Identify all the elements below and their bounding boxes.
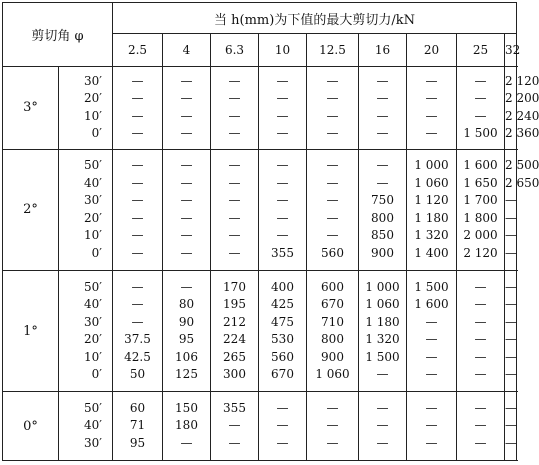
force-value: 195 [223,297,246,312]
force-value: — [228,73,241,88]
force-value: — [276,158,289,173]
force-value: — [180,126,193,141]
force-value: 475 [271,314,294,329]
force-value: — [474,314,487,329]
force-value: — [376,400,389,415]
angle-minute-label: 10′ [84,228,102,243]
force-value-cell [457,67,505,150]
force-value-cell [211,67,259,150]
force-value: — [326,73,339,88]
force-value: 560 [321,245,344,260]
force-value: — [228,435,241,450]
force-value: — [326,210,339,225]
force-value: — [276,108,289,123]
force-value: 1 320 [365,332,400,347]
force-value: — [505,332,517,347]
force-value-cell [211,271,259,392]
force-value: 1 600 [463,158,498,173]
force-value: — [376,91,389,106]
force-value: — [228,126,241,141]
angle-minute-label: 40′ [84,418,102,433]
force-value: — [376,73,389,88]
force-value: — [180,228,193,243]
force-value: 1 500 [414,279,449,294]
force-value: 2 650 [505,175,539,190]
angle-minutes-cell [59,271,113,392]
force-value-cell [407,67,457,150]
force-value: — [376,126,389,141]
force-value: — [425,73,438,88]
thickness-col-header: 2.5 [113,34,163,67]
force-value: — [425,400,438,415]
angle-minute-label: 10′ [84,349,102,364]
force-value-cell [505,149,539,270]
force-value: — [505,210,517,225]
force-value: 95 [178,332,195,347]
force-value: — [131,228,144,243]
force-value: 1 000 [414,158,449,173]
force-value: — [376,175,389,190]
force-value-cell [113,67,163,150]
force-value: 710 [321,314,344,329]
thickness-col-header: 4 [163,34,211,67]
force-value: — [276,73,289,88]
force-value-cell [259,392,307,461]
force-value: — [326,418,339,433]
force-value: — [131,158,144,173]
force-value: 750 [371,193,394,208]
force-value: 37.5 [124,332,151,347]
force-value-cell [259,67,307,150]
force-value-cell [307,67,359,150]
angle-degree-cell: 3° [3,67,59,150]
force-value: — [228,228,241,243]
force-value-cell [259,271,307,392]
force-value: — [228,418,241,433]
angle-minute-label: 0′ [91,126,102,141]
force-value: 1 500 [365,349,400,364]
force-value-cell [457,271,505,392]
force-value: 106 [175,349,198,364]
force-value: — [228,158,241,173]
force-value: 1 600 [414,297,449,312]
force-value: — [474,349,487,364]
force-value-cell [307,392,359,461]
force-value: — [228,108,241,123]
force-value: — [474,297,487,312]
force-value: 1 000 [365,279,400,294]
max-shear-force-table [2,2,539,461]
force-value: 2 120 [505,73,539,88]
force-value: — [180,108,193,123]
angle-minute-label: 50′ [84,279,102,294]
angle-group-row [3,67,517,150]
angle-degree-cell: 0° [3,392,59,461]
force-value: — [505,297,517,312]
force-value: 180 [175,418,198,433]
force-value: — [131,175,144,190]
force-value: — [180,279,193,294]
force-value: — [228,91,241,106]
force-value-cell [163,392,211,461]
force-value-cell [163,149,211,270]
force-value: — [505,314,517,329]
force-value: — [276,175,289,190]
force-value: — [131,245,144,260]
force-value: 71 [129,418,146,433]
force-value: — [326,400,339,415]
force-value: 670 [271,367,294,382]
force-value: 1 400 [414,245,449,260]
force-value: — [276,435,289,450]
force-value: — [180,210,193,225]
force-value-cell [407,271,457,392]
force-value: — [326,228,339,243]
force-value: — [505,400,517,415]
force-value: — [180,175,193,190]
max-shear-force-header: 当 h(mm)为下值的最大剪切力/kN [113,3,517,34]
force-value-cell [211,392,259,461]
force-value: 850 [371,228,394,243]
force-value: 670 [321,297,344,312]
force-value: 800 [371,210,394,225]
force-value: — [505,279,517,294]
force-value: — [505,245,517,260]
angle-minute-label: 0′ [91,367,102,382]
force-value: — [505,367,517,382]
force-value: — [326,158,339,173]
force-value: — [376,418,389,433]
force-value: — [474,418,487,433]
force-value: — [228,245,241,260]
force-value-cell [259,149,307,270]
force-value: 1 180 [414,210,449,225]
angle-group-row [3,149,517,270]
force-value: 1 180 [365,314,400,329]
force-value: 900 [371,245,394,260]
force-value: 265 [223,349,246,364]
force-value: — [376,158,389,173]
force-value-cell [457,392,505,461]
force-value: — [376,367,389,382]
force-value: — [131,193,144,208]
force-value: — [474,73,487,88]
angle-minute-label: 20′ [84,210,102,225]
force-value: — [276,418,289,433]
force-value-cell [457,149,505,270]
force-value: — [180,435,193,450]
force-value: — [276,91,289,106]
force-value-cell [359,271,407,392]
force-value: — [180,91,193,106]
force-value: — [505,228,517,243]
force-value: — [425,108,438,123]
angle-minute-label: 40′ [84,175,102,190]
angle-minutes-cell [59,392,113,461]
force-value: — [474,279,487,294]
force-value: 1 800 [463,210,498,225]
force-value: 125 [175,367,198,382]
force-value: 425 [271,297,294,312]
angle-minute-label: 30′ [84,435,102,450]
force-value: 400 [271,279,294,294]
force-value: 1 060 [365,297,400,312]
force-value: — [180,158,193,173]
force-value-cell [113,392,163,461]
force-value-cell [505,67,539,150]
force-value: — [131,210,144,225]
angle-minute-label: 40′ [84,297,102,312]
force-value: — [131,91,144,106]
force-value-cell [505,392,517,461]
force-value: 60 [129,400,146,415]
thickness-col-header: 25 [457,34,505,67]
force-value: — [228,210,241,225]
force-value-cell [163,271,211,392]
force-value: — [228,193,241,208]
force-value-cell [113,271,163,392]
force-value: — [180,245,193,260]
force-value-cell [359,392,407,461]
force-value-cell [359,149,407,270]
force-value: — [425,435,438,450]
force-value: — [276,400,289,415]
force-value: — [474,332,487,347]
force-value: — [131,73,144,88]
force-value: — [276,126,289,141]
force-value: — [326,193,339,208]
force-value: — [276,228,289,243]
shear-angle-header: 剪切角 φ [3,3,113,67]
angle-minutes-cell [59,149,113,270]
force-value: — [425,332,438,347]
force-value: 355 [223,400,246,415]
thickness-col-header: 20 [407,34,457,67]
force-value: 2 500 [505,158,539,173]
force-value: — [326,126,339,141]
force-value: — [131,314,144,329]
force-value: 170 [223,279,246,294]
angle-minute-label: 20′ [84,91,102,106]
force-value: 80 [178,297,195,312]
force-value: 1 700 [463,193,498,208]
force-value: 300 [223,367,246,382]
force-value: — [131,297,144,312]
angle-degree-cell: 2° [3,149,59,270]
force-value: 95 [129,435,146,450]
force-value: — [425,91,438,106]
force-value: — [180,193,193,208]
force-value-cell [211,149,259,270]
force-value: 900 [321,349,344,364]
thickness-col-header: 6.3 [211,34,259,67]
force-value: 1 060 [414,175,449,190]
force-value: — [425,349,438,364]
force-value: — [505,418,517,433]
force-value: — [180,73,193,88]
angle-minutes-cell [59,67,113,150]
force-value: — [131,126,144,141]
force-value: — [376,435,389,450]
force-value: — [425,126,438,141]
force-value: — [505,193,517,208]
force-value-cell [113,149,163,270]
force-value-cell [505,271,517,392]
force-value: — [131,279,144,294]
thickness-col-header: 12.5 [307,34,359,67]
force-value: — [131,108,144,123]
angle-minute-label: 30′ [84,73,102,88]
angle-minute-label: 0′ [91,245,102,260]
angle-minute-label: 30′ [84,314,102,329]
force-value: 1 500 [463,126,498,141]
force-value: 2 360 [505,126,539,141]
force-value: 800 [321,332,344,347]
force-value: 560 [271,349,294,364]
force-value: — [228,175,241,190]
force-value: 1 120 [414,193,449,208]
table-body [3,67,539,461]
force-value: 355 [271,245,294,260]
force-value: — [474,108,487,123]
angle-minute-label: 50′ [84,400,102,415]
force-value: — [326,91,339,106]
force-value: — [326,108,339,123]
force-value: — [505,435,517,450]
force-value: 2 200 [505,91,539,106]
force-value-cell [407,149,457,270]
force-value: — [425,418,438,433]
force-value: 1 320 [414,228,449,243]
force-value: — [425,367,438,382]
force-value-cell [307,271,359,392]
force-value: 50 [129,367,146,382]
force-value: — [276,210,289,225]
force-value-cell [407,392,457,461]
force-value: 2 000 [463,228,498,243]
angle-group-row [3,271,517,392]
force-value: — [474,367,487,382]
force-value: — [474,400,487,415]
force-value: 1 650 [463,175,498,190]
force-value: 530 [271,332,294,347]
force-value: — [425,314,438,329]
force-value: 42.5 [124,349,151,364]
force-value: — [326,175,339,190]
force-value-cell [359,67,407,150]
force-value: 600 [321,279,344,294]
angle-minute-label: 10′ [84,108,102,123]
force-value: — [505,349,517,364]
angle-minute-label: 50′ [84,158,102,173]
force-value: 224 [223,332,246,347]
force-value: 2 120 [463,245,498,260]
angle-minute-label: 30′ [84,193,102,208]
force-value-cell [307,149,359,270]
force-value: — [276,193,289,208]
angle-minute-label: 20′ [84,332,102,347]
thickness-col-header: 10 [259,34,307,67]
thickness-col-header: 16 [359,34,407,67]
force-value: 150 [175,400,198,415]
force-value: — [474,91,487,106]
force-value: 1 060 [315,367,350,382]
force-value: 2 240 [505,108,539,123]
force-value: — [326,435,339,450]
force-value: — [376,108,389,123]
thickness-col-header: 32 [505,34,517,67]
force-value: — [474,435,487,450]
force-value: 212 [223,314,246,329]
angle-group-row [3,392,517,461]
force-value-cell [163,67,211,150]
angle-degree-cell: 1° [3,271,59,392]
force-value: 90 [178,314,195,329]
